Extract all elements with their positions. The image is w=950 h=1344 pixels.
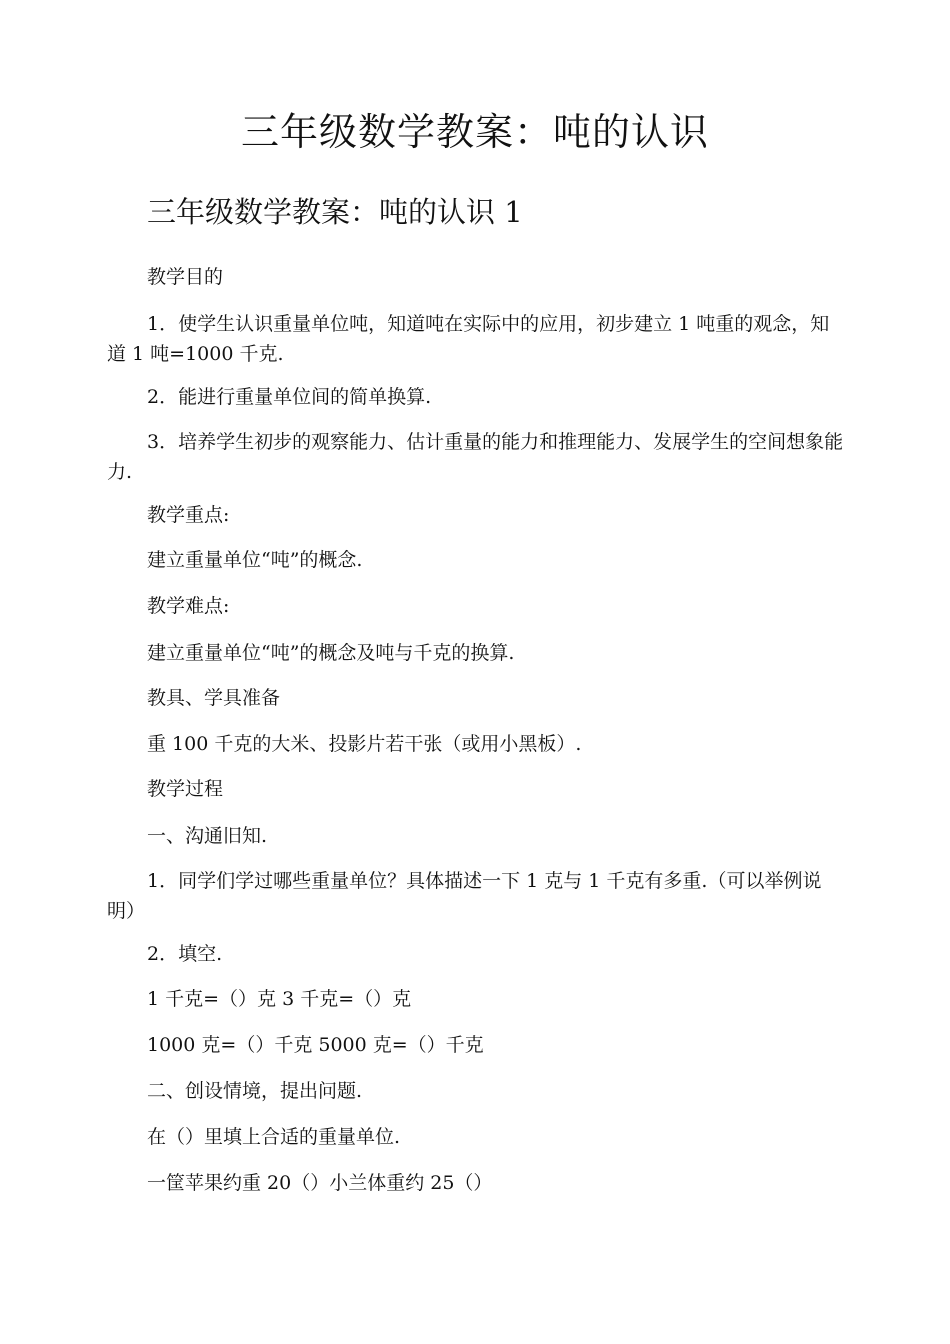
paragraph: 在（）里填上合适的重量单位. [147,1126,401,1148]
paragraph: 1．使学生认识重量单位吨，知道吨在实际中的应用，初步建立 1 吨重的观念，知道 1 吨=1000 千克. [107,313,830,365]
paragraph: 建立重量单位“吨”的概念及吨与千克的换算. [147,642,515,664]
document-title: 三年级数学教案：吨的认识 [240,110,709,154]
paragraph: 2．填空. [147,943,223,965]
paragraph: 一、沟通旧知. [147,825,268,847]
paragraph: 3．培养学生初步的观察能力、估计重量的能力和推理能力、发展学生的空间想象能力. [107,431,844,483]
paragraph: 教学难点: [147,595,230,617]
section-title: 三年级数学教案：吨的认识 1 [147,195,523,229]
paragraph: 1．同学们学过哪些重量单位？具体描述一下 1 克与 1 千克有多重.（可以举例说明） [107,870,822,922]
paragraph: 1000 克=（）千克 5000 克=（）千克 [147,1034,484,1056]
paragraph: 重 100 千克的大米、投影片若干张（或用小黑板）. [147,733,582,755]
paragraph: 教学目的 [147,266,224,288]
paragraph: 教学重点: [147,504,230,526]
paragraph: 一筐苹果约重 20（）小兰体重约 25（） [147,1172,493,1194]
paragraph: 教学过程 [147,778,224,800]
paragraph: 教具、学具准备 [147,687,281,709]
paragraph: 建立重量单位“吨”的概念. [147,549,363,571]
paragraph: 2．能进行重量单位间的简单换算. [147,386,432,408]
paragraph: 二、创设情境，提出问题. [147,1080,363,1102]
paragraph: 1 千克=（）克 3 千克=（）克 [147,988,412,1010]
